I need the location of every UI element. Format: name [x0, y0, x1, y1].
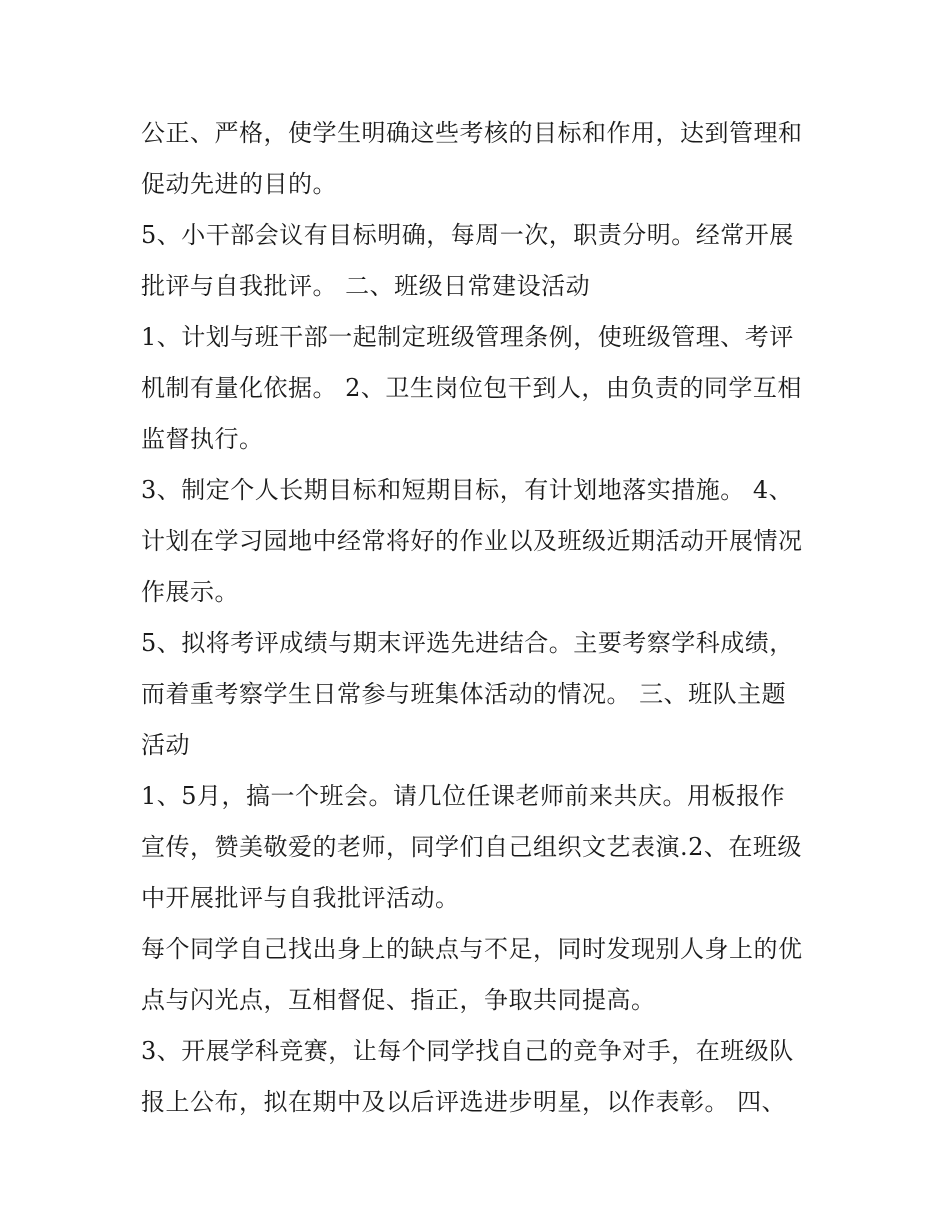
text-line: 中开展批评与自我批评活动。 [141, 884, 460, 912]
text-line: 每个同学自己找出身上的缺点与不足，同时发现别人身上的优 [141, 935, 803, 963]
text-line: 3、制定个人长期目标和短期目标，有计划地落实措施。 4、 [141, 476, 794, 504]
text-line: 5、拟将考评成绩与期末评选先进结合。主要考察学科成绩， [141, 629, 794, 657]
text-line: 计划在学习园地中经常将好的作业以及班级近期活动开展情况 [141, 527, 803, 555]
text-line: 机制有量化依据。 2、卫生岗位包干到人，由负责的同学互相 [141, 374, 802, 402]
document-body [141, 108, 821, 1128]
text-line: 1、计划与班干部一起制定班级管理条例，使班级管理、考评 [141, 323, 794, 351]
text-line: 报上公布，拟在期中及以后评选进步明星，以作表彰。 四、 [141, 1088, 787, 1116]
text-line: 而着重考察学生日常参与班集体活动的情况。 三、班队主题 [141, 680, 787, 708]
text-line: 宣传，赞美敬爱的老师，同学们自己组织文艺表演.2、在班级 [141, 833, 802, 861]
text-line: 3、开展学科竞赛，让每个同学找自己的竞争对手，在班级队 [141, 1037, 794, 1065]
text-line: 批评与自我批评。 二、班级日常建设活动 [141, 272, 591, 300]
text-line: 点与闪光点，互相督促、指正，争取共同提高。 [141, 986, 656, 1014]
text-line: 5、小干部会议有目标明确，每周一次，职责分明。经常开展 [141, 221, 794, 249]
text-line: 活动 [141, 731, 190, 759]
text-line: 公正、严格，使学生明确这些考核的目标和作用，达到管理和 [141, 119, 803, 147]
text-line: 促动先进的目的。 [141, 170, 337, 198]
text-line: 1、5月，搞一个班会。请几位任课老师前来共庆。用板报作 [141, 782, 786, 810]
text-line: 监督执行。 [141, 425, 264, 453]
text-line: 作展示。 [141, 578, 239, 606]
